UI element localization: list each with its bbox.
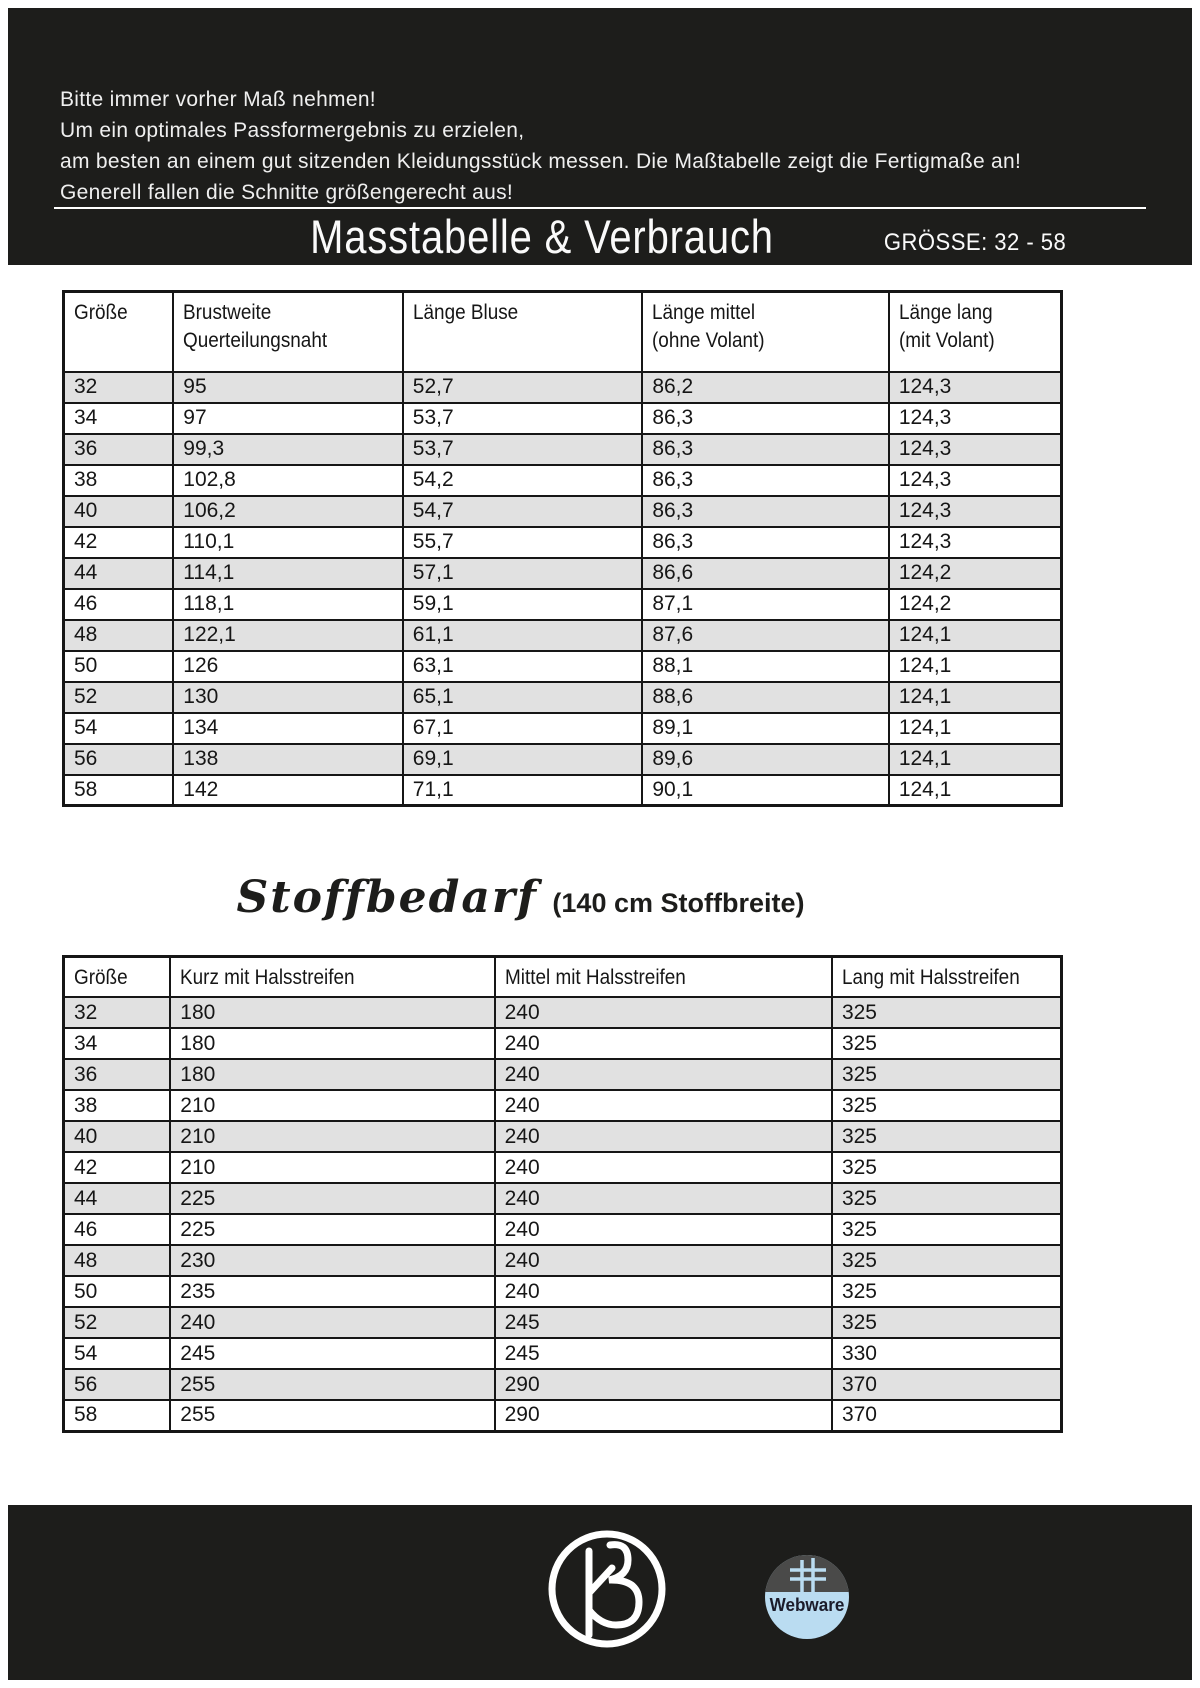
table-row xyxy=(64,1338,1062,1369)
table-cell: 225 xyxy=(170,1214,494,1245)
table-row xyxy=(64,403,1062,434)
table-cell: 124,1 xyxy=(889,682,1062,713)
table-cell: 124,3 xyxy=(889,496,1062,527)
table-cell: 95 xyxy=(173,372,403,403)
table-cell: 36 xyxy=(64,1059,171,1090)
table-cell: 69,1 xyxy=(403,744,643,775)
table-cell: 102,8 xyxy=(173,465,403,496)
table-cell: 230 xyxy=(170,1245,494,1276)
table-cell: 325 xyxy=(832,1214,1062,1245)
column-header: Brustweite Querteilungsnaht xyxy=(173,292,403,372)
intro-line: Um ein optimales Passformergebnis zu erzielen, xyxy=(60,119,525,142)
table-cell: 290 xyxy=(495,1369,832,1400)
table-cell: 52 xyxy=(64,682,174,713)
header-row xyxy=(64,957,1062,998)
table-cell: 106,2 xyxy=(173,496,403,527)
table-row xyxy=(64,589,1062,620)
table-row xyxy=(64,775,1062,806)
table-row xyxy=(64,997,1062,1028)
table-cell: 210 xyxy=(170,1152,494,1183)
footer-banner xyxy=(8,1505,1192,1680)
table-cell: 36 xyxy=(64,434,174,465)
table-cell: 54,7 xyxy=(403,496,643,527)
table-cell: 86,2 xyxy=(642,372,889,403)
table-cell: 124,1 xyxy=(889,620,1062,651)
table-cell: 50 xyxy=(64,651,174,682)
title-row xyxy=(8,209,1192,265)
size-range-label: GRÖSSE: 32 - 58 xyxy=(883,229,1066,256)
table-cell: 370 xyxy=(832,1400,1062,1431)
table-row xyxy=(64,1059,1062,1090)
table-cell: 54,2 xyxy=(403,465,643,496)
table-cell: 240 xyxy=(495,1090,832,1121)
table-cell: 38 xyxy=(64,465,174,496)
table-cell: 124,1 xyxy=(889,651,1062,682)
column-header: Größe xyxy=(64,292,174,372)
table-cell: 330 xyxy=(832,1338,1062,1369)
table-cell: 114,1 xyxy=(173,558,403,589)
table-cell: 86,3 xyxy=(642,403,889,434)
table-cell: 124,1 xyxy=(889,744,1062,775)
table-cell: 86,3 xyxy=(642,465,889,496)
script-title: Stoffbedarf xyxy=(236,872,538,923)
table-cell: 325 xyxy=(832,1276,1062,1307)
table-cell: 210 xyxy=(170,1090,494,1121)
intro-line: Generell fallen die Schnitte größengerecht aus! xyxy=(60,181,514,204)
table-cell: 86,6 xyxy=(642,558,889,589)
table-row xyxy=(64,1152,1062,1183)
table-cell: 42 xyxy=(64,527,174,558)
table-row xyxy=(64,1121,1062,1152)
table-row xyxy=(64,496,1062,527)
table-cell: 89,6 xyxy=(642,744,889,775)
table-cell: 325 xyxy=(832,1090,1062,1121)
table-cell: 34 xyxy=(64,1028,171,1059)
table-cell: 325 xyxy=(832,997,1062,1028)
column-header: Mittel mit Halsstreifen xyxy=(495,957,832,998)
table-cell: 370 xyxy=(832,1369,1062,1400)
table-cell: 50 xyxy=(64,1276,171,1307)
table-cell: 124,1 xyxy=(889,775,1062,806)
table-cell: 52,7 xyxy=(403,372,643,403)
table-cell: 240 xyxy=(495,1121,832,1152)
table-cell: 325 xyxy=(832,1152,1062,1183)
table-cell: 48 xyxy=(64,1245,171,1276)
table-cell: 42 xyxy=(64,1152,171,1183)
table-cell: 240 xyxy=(495,1152,832,1183)
table-cell: 58 xyxy=(64,775,174,806)
table-cell: 86,3 xyxy=(642,527,889,558)
fabric-requirement-heading xyxy=(20,869,1021,927)
webware-badge xyxy=(765,1555,849,1639)
table-cell: 87,1 xyxy=(642,589,889,620)
table-cell: 240 xyxy=(170,1307,494,1338)
table-cell: 87,6 xyxy=(642,620,889,651)
table-cell: 122,1 xyxy=(173,620,403,651)
table-row xyxy=(64,1245,1062,1276)
table-row xyxy=(64,1369,1062,1400)
column-header: Länge lang (mit Volant) xyxy=(889,292,1062,372)
table-row xyxy=(64,651,1062,682)
table-cell: 61,1 xyxy=(403,620,643,651)
table-cell: 325 xyxy=(832,1183,1062,1214)
table-cell: 180 xyxy=(170,997,494,1028)
table-cell: 32 xyxy=(64,372,174,403)
table-row xyxy=(64,1214,1062,1245)
table-cell: 245 xyxy=(495,1307,832,1338)
table-row xyxy=(64,1183,1062,1214)
table-cell: 235 xyxy=(170,1276,494,1307)
kb-monogram-icon xyxy=(544,1527,670,1653)
table-cell: 46 xyxy=(64,589,174,620)
table-cell: 46 xyxy=(64,1214,171,1245)
table-cell: 55,7 xyxy=(403,527,643,558)
table-cell: 99,3 xyxy=(173,434,403,465)
main-content xyxy=(62,290,1063,1433)
table-cell: 180 xyxy=(170,1059,494,1090)
table-cell: 240 xyxy=(495,1276,832,1307)
table-cell: 53,7 xyxy=(403,403,643,434)
table-cell: 124,3 xyxy=(889,434,1062,465)
table-cell: 52 xyxy=(64,1307,171,1338)
table-cell: 180 xyxy=(170,1028,494,1059)
table-cell: 325 xyxy=(832,1059,1062,1090)
table-cell: 71,1 xyxy=(403,775,643,806)
table-row xyxy=(64,465,1062,496)
table-row xyxy=(64,434,1062,465)
table-cell: 225 xyxy=(170,1183,494,1214)
table-cell: 48 xyxy=(64,620,174,651)
table-row xyxy=(64,682,1062,713)
table-cell: 124,1 xyxy=(889,713,1062,744)
table-cell: 86,3 xyxy=(642,434,889,465)
table-row xyxy=(64,620,1062,651)
column-header: Kurz mit Halsstreifen xyxy=(170,957,494,998)
table-row xyxy=(64,1400,1062,1431)
table-cell: 67,1 xyxy=(403,713,643,744)
table-cell: 97 xyxy=(173,403,403,434)
table-cell: 63,1 xyxy=(403,651,643,682)
table-cell: 53,7 xyxy=(403,434,643,465)
table-row xyxy=(64,1307,1062,1338)
table-cell: 255 xyxy=(170,1369,494,1400)
table-cell: 325 xyxy=(832,1121,1062,1152)
table-cell: 58 xyxy=(64,1400,171,1431)
table-cell: 134 xyxy=(173,713,403,744)
table-row xyxy=(64,744,1062,775)
table-cell: 245 xyxy=(170,1338,494,1369)
table-cell: 240 xyxy=(495,1183,832,1214)
table-cell: 124,3 xyxy=(889,403,1062,434)
fabric-table xyxy=(62,955,1063,1433)
table-cell: 59,1 xyxy=(403,589,643,620)
table-cell: 57,1 xyxy=(403,558,643,589)
table-cell: 240 xyxy=(495,1245,832,1276)
table-cell: 56 xyxy=(64,744,174,775)
table-cell: 88,6 xyxy=(642,682,889,713)
table-cell: 255 xyxy=(170,1400,494,1431)
intro-line: am besten an einem gut sitzenden Kleidungsstück messen. Die Maßtabelle zeigt die Fertigmaße an! xyxy=(60,150,1022,173)
column-header: Länge mittel (ohne Volant) xyxy=(642,292,889,372)
table-cell: 44 xyxy=(64,1183,171,1214)
table-cell: 32 xyxy=(64,997,171,1028)
table-cell: 325 xyxy=(832,1245,1062,1276)
intro-text xyxy=(60,84,1152,208)
table-row xyxy=(64,1028,1062,1059)
table-cell: 44 xyxy=(64,558,174,589)
table-row xyxy=(64,1276,1062,1307)
table-cell: 65,1 xyxy=(403,682,643,713)
table-cell: 325 xyxy=(832,1028,1062,1059)
intro-line: Bitte immer vorher Maß nehmen! xyxy=(60,88,376,111)
column-header: Länge Bluse xyxy=(403,292,643,372)
table-cell: 110,1 xyxy=(173,527,403,558)
table-cell: 240 xyxy=(495,1059,832,1090)
table-cell: 124,3 xyxy=(889,527,1062,558)
webware-label: Webware xyxy=(769,1595,845,1615)
table-cell: 88,1 xyxy=(642,651,889,682)
table-row xyxy=(64,527,1062,558)
measurement-table xyxy=(62,290,1063,807)
table-row xyxy=(64,558,1062,589)
table-cell: 34 xyxy=(64,403,174,434)
table-cell: 290 xyxy=(495,1400,832,1431)
table-row xyxy=(64,372,1062,403)
column-header: Größe xyxy=(64,957,171,998)
table-row xyxy=(64,713,1062,744)
table-cell: 86,3 xyxy=(642,496,889,527)
table-cell: 118,1 xyxy=(173,589,403,620)
table-cell: 138 xyxy=(173,744,403,775)
table-cell: 124,2 xyxy=(889,558,1062,589)
table-cell: 240 xyxy=(495,997,832,1028)
badge-top-segment xyxy=(765,1555,849,1592)
table-cell: 325 xyxy=(832,1307,1062,1338)
fabric-hash-icon xyxy=(786,1558,828,1592)
table-row xyxy=(64,1090,1062,1121)
table-cell: 124,3 xyxy=(889,372,1062,403)
table-cell: 124,3 xyxy=(889,465,1062,496)
table-cell: 54 xyxy=(64,713,174,744)
header-row xyxy=(64,292,1062,372)
table-cell: 90,1 xyxy=(642,775,889,806)
table-cell: 130 xyxy=(173,682,403,713)
table-cell: 38 xyxy=(64,1090,171,1121)
table-cell: 124,2 xyxy=(889,589,1062,620)
header-banner xyxy=(8,8,1192,265)
table-cell: 40 xyxy=(64,1121,171,1152)
fabric-width-note: (140 cm Stoffbreite) xyxy=(552,888,805,918)
table-cell: 54 xyxy=(64,1338,171,1369)
table-cell: 210 xyxy=(170,1121,494,1152)
table-cell: 142 xyxy=(173,775,403,806)
table-cell: 240 xyxy=(495,1214,832,1245)
table-cell: 89,1 xyxy=(642,713,889,744)
table-cell: 40 xyxy=(64,496,174,527)
table-cell: 245 xyxy=(495,1338,832,1369)
table-cell: 240 xyxy=(495,1028,832,1059)
page-title: Masstabelle & Verbrauch xyxy=(310,210,774,263)
table-cell: 56 xyxy=(64,1369,171,1400)
table-cell: 126 xyxy=(173,651,403,682)
column-header: Lang mit Halsstreifen xyxy=(832,957,1062,998)
